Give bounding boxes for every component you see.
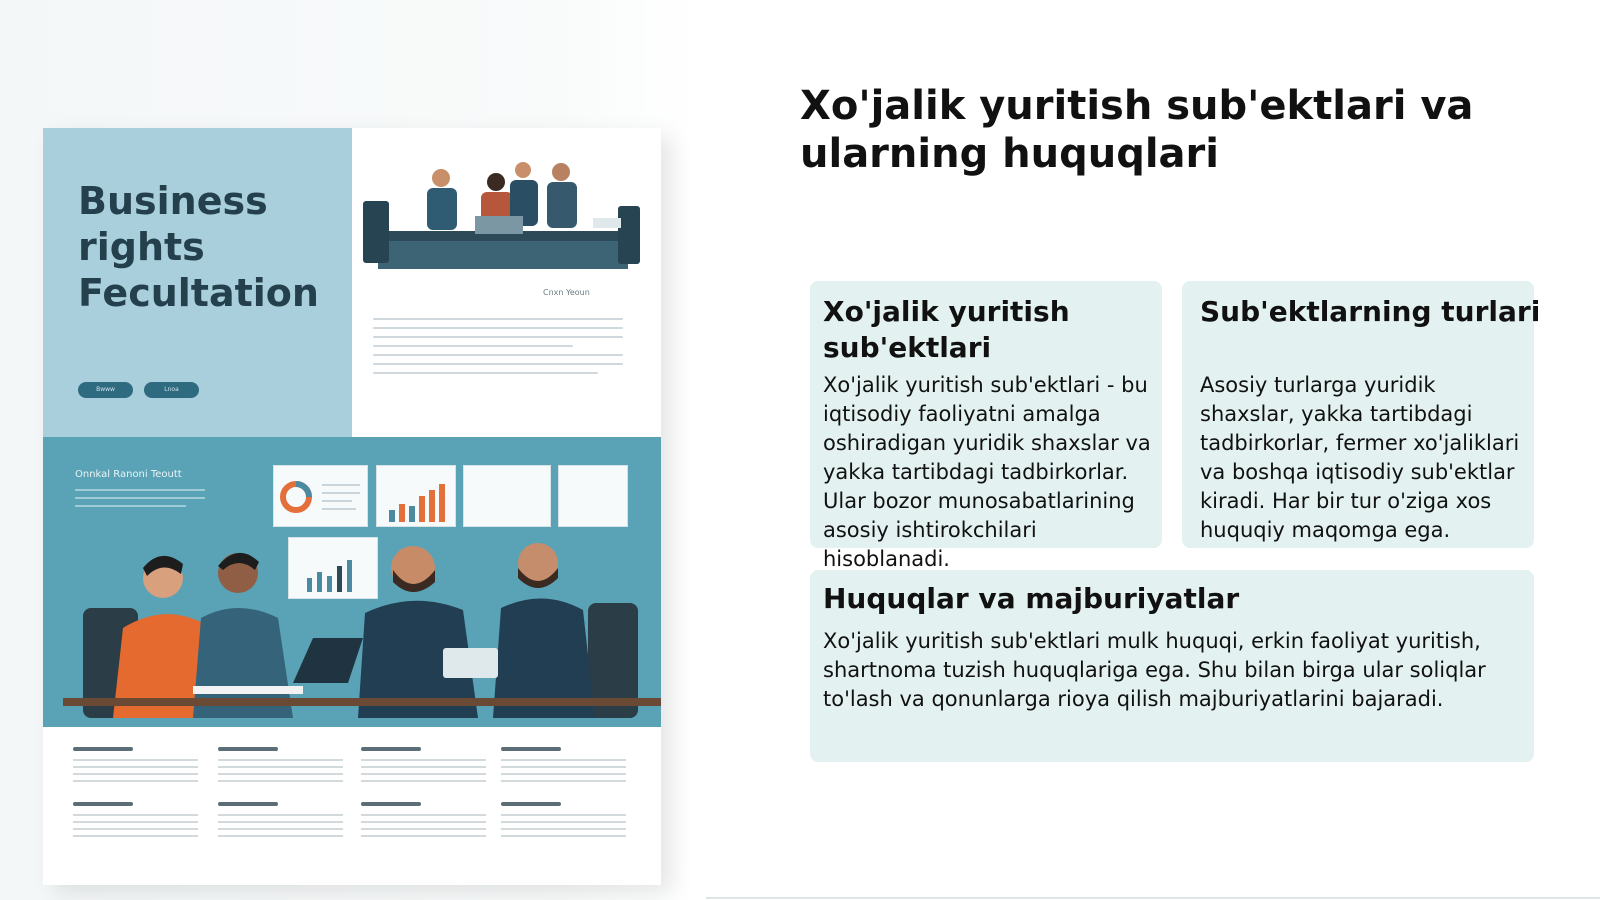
poster-title-line-2: rights <box>78 225 205 269</box>
band-title: Onnkal Ranoni Teoutt <box>75 469 182 480</box>
footer-column-1 <box>73 747 198 842</box>
business-poster-illustration <box>43 128 661 885</box>
card-2-title: Sub'ektlarning turlari <box>1200 295 1541 328</box>
footer-column-4 <box>501 747 626 842</box>
team-meeting-illustration <box>43 498 661 727</box>
card-1-body: Xo'jalik yuritish sub'ektlari - bu iqtisodiy faoliyatni amalga oshiradigan yuridik shaxslar va yakka tartibdagi tadbirkorlar. Ular bozor munosabatlarining asosiy ishtirokchilari hisoblanadi. <box>823 373 1151 571</box>
footer-column-2 <box>218 747 343 842</box>
slide-title: Xo'jalik yuritish sub'ektlari va ularning huquqlari <box>800 83 1474 177</box>
poster-pill-1: Bwww <box>78 382 133 398</box>
poster-text-lines <box>373 318 623 381</box>
poster-caption: Cnxn Yeoun <box>543 288 590 297</box>
poster-pill-2: Lnoa <box>144 382 199 398</box>
poster-title <box>78 178 338 316</box>
card-3-title: Huquqlar va majburiyatlar <box>823 582 1240 615</box>
footer-column-3 <box>361 747 486 842</box>
card-2-body: Asosiy turlarga yuridik shaxslar, yakka tartibdagi tadbirkorlar, fermer xo'jaliklari va boshqa iqtisodiy sub'ektlar kiradi. Har bir tur o'ziga xos huquqiy maqomga ega. <box>1200 373 1520 542</box>
poster-header <box>43 128 352 437</box>
card-1-title: Xo'jalik yuritish sub'ektlari <box>823 295 1070 364</box>
bottom-divider <box>706 897 1600 899</box>
card-3-body: Xo'jalik yuritish sub'ektlari mulk huquqi, erkin faoliyat yuritish, shartnoma tuzish huquqlariga ega. Shu bilan birga ular soliqlar to'lash va qonunlarga rioya qilish majburiyatlarini bajaradi. <box>823 629 1486 711</box>
poster-title-line-3: Fecultation <box>78 271 319 315</box>
meeting-small-illustration <box>363 156 648 276</box>
poster-footer <box>43 727 661 885</box>
poster-title-line-1: Business <box>78 179 268 223</box>
